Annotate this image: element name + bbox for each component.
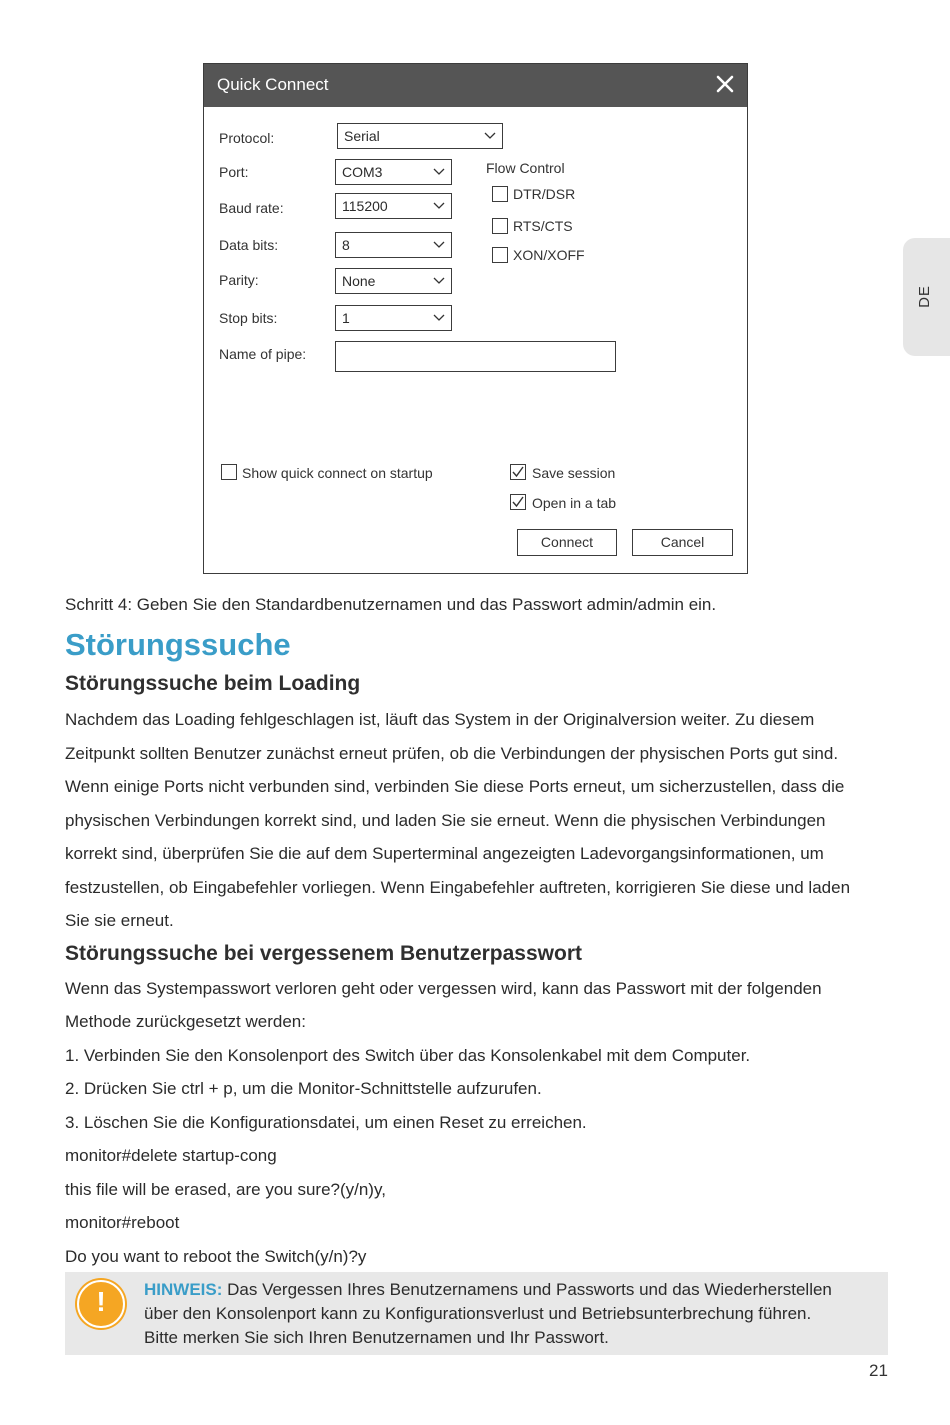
command-line: Do you want to reboot the Switch(y/n)?y xyxy=(65,1247,367,1266)
open-in-tab-checkbox[interactable] xyxy=(510,494,526,510)
protocol-label: Protocol: xyxy=(219,130,275,146)
paragraph-line: Sie sie erneut. xyxy=(65,911,174,930)
flow-control-title: Flow Control xyxy=(486,160,565,176)
step-line: 1. Verbinden Sie den Konsolenport des Switch über das Konsolenkabel mit dem Computer. xyxy=(65,1046,751,1065)
protocol-value: Serial xyxy=(344,128,380,144)
dtr-dsr-checkbox[interactable] xyxy=(492,186,508,202)
save-session-label: Save session xyxy=(532,465,616,481)
data-bits-label: Data bits: xyxy=(219,237,279,253)
baud-rate-value: 115200 xyxy=(342,198,388,214)
paragraph-line: korrekt sind, überprüfen Sie die auf dem Superterminal angezeigten Ladevorgangsinformationen, um xyxy=(65,844,824,863)
paragraph-line: festzustellen, ob Eingabefehler vorliegen. Wenn Eingabefehler auftreten, korrigieren Sie diese und laden xyxy=(65,878,851,897)
step-line: 2. Drücken Sie ctrl + p, um die Monitor-Schnittstelle aufzurufen. xyxy=(65,1079,542,1098)
show-quick-connect-checkbox[interactable] xyxy=(221,464,237,480)
paragraph-line: Wenn einige Ports nicht verbunden sind, verbinden Sie diese Ports erneut, um sicherzustellen, dass die xyxy=(65,777,845,796)
dtr-dsr-label: DTR/DSR xyxy=(513,186,576,202)
stop-bits-value: 1 xyxy=(342,310,350,326)
notice-keyword: HINWEIS: xyxy=(144,1280,223,1299)
page-heading: Störungssuche xyxy=(65,627,291,662)
pipe-name-label: Name of pipe: xyxy=(219,346,307,362)
exclamation-icon: ! xyxy=(77,1280,125,1328)
pipe-name-input[interactable] xyxy=(335,341,616,372)
paragraph-line: Nachdem das Loading fehlgeschlagen ist, läuft das System in der Originalversion weiter. Zu diesem xyxy=(65,710,815,729)
stop-bits-select[interactable] xyxy=(335,305,452,331)
stop-bits-label: Stop bits: xyxy=(219,310,278,326)
checkmark-icon xyxy=(512,496,524,508)
paragraph-line: Wenn das Systempasswort verloren geht oder vergessen wird, kann das Passwort mit der folgenden xyxy=(65,979,822,998)
xon-xoff-label: XON/XOFF xyxy=(513,247,585,263)
page-number: 21 xyxy=(869,1361,888,1380)
notice-line-3: Bitte merken Sie sich Ihren Benutzernamen und Ihr Passwort. xyxy=(144,1328,609,1347)
cancel-button[interactable]: Cancel xyxy=(632,529,733,556)
show-quick-connect-label: Show quick connect on startup xyxy=(242,465,433,481)
data-bits-value: 8 xyxy=(342,237,350,253)
language-tab xyxy=(903,238,950,356)
paragraph-line: Methode zurückgesetzt werden: xyxy=(65,1012,306,1031)
data-bits-select[interactable] xyxy=(335,232,452,258)
notice-line-1: Das Vergessen Ihres Benutzernamens und Passworts und das Wiederherstellen xyxy=(222,1280,832,1299)
subheading-loading: Störungssuche beim Loading xyxy=(65,672,361,695)
port-value: COM3 xyxy=(342,164,383,180)
baud-rate-label: Baud rate: xyxy=(219,200,284,216)
open-in-tab-label: Open in a tab xyxy=(532,495,617,511)
language-tab-label: DE xyxy=(915,285,933,308)
chevron-down-icon xyxy=(433,168,445,176)
chevron-down-icon xyxy=(433,202,445,210)
close-icon[interactable] xyxy=(715,74,735,94)
notice-text xyxy=(144,1278,832,1350)
chevron-down-icon xyxy=(433,277,445,285)
notice-line-2: über den Konsolenport kann zu Konfigurationsverlust und Betriebsunterbrechung führen. xyxy=(144,1304,812,1323)
paragraph-line: Zeitpunkt sollten Benutzer zunächst erneut prüfen, ob die Verbindungen der physischen Ports gut sind. xyxy=(65,744,839,763)
baud-rate-select[interactable] xyxy=(335,193,452,219)
xon-xoff-checkbox[interactable] xyxy=(492,247,508,263)
port-select[interactable] xyxy=(335,159,452,185)
port-label: Port: xyxy=(219,164,249,180)
checkmark-icon xyxy=(512,466,524,478)
connect-button[interactable]: Connect xyxy=(517,529,617,556)
rts-cts-label: RTS/CTS xyxy=(513,218,573,234)
paragraph-line: physischen Verbindungen korrekt sind, und laden Sie sie erneut. Wenn die physischen Verbindungen xyxy=(65,811,826,830)
protocol-select[interactable] xyxy=(337,123,503,149)
parity-value: None xyxy=(342,273,376,289)
step-line: 3. Löschen Sie die Konfigurationsdatei, um einen Reset zu erreichen. xyxy=(65,1113,587,1132)
command-line: monitor#reboot xyxy=(65,1213,180,1232)
parity-label: Parity: xyxy=(219,272,259,288)
chevron-down-icon xyxy=(433,314,445,322)
dialog-title: Quick Connect xyxy=(217,75,329,94)
subheading-password: Störungssuche bei vergessenem Benutzerpasswort xyxy=(65,942,582,965)
step-4-text: Schritt 4: Geben Sie den Standardbenutzernamen und das Passwort admin/admin ein. xyxy=(65,595,717,614)
chevron-down-icon xyxy=(433,241,445,249)
command-line: this file will be erased, are you sure?(y/n)y, xyxy=(65,1180,386,1199)
chevron-down-icon xyxy=(484,132,496,140)
dialog-titlebar xyxy=(204,64,747,107)
quick-connect-dialog xyxy=(203,63,748,574)
rts-cts-checkbox[interactable] xyxy=(492,218,508,234)
parity-select[interactable] xyxy=(335,268,452,294)
command-line: monitor#delete startup-cong xyxy=(65,1146,277,1165)
save-session-checkbox[interactable] xyxy=(510,464,526,480)
notice-box xyxy=(65,1272,888,1355)
